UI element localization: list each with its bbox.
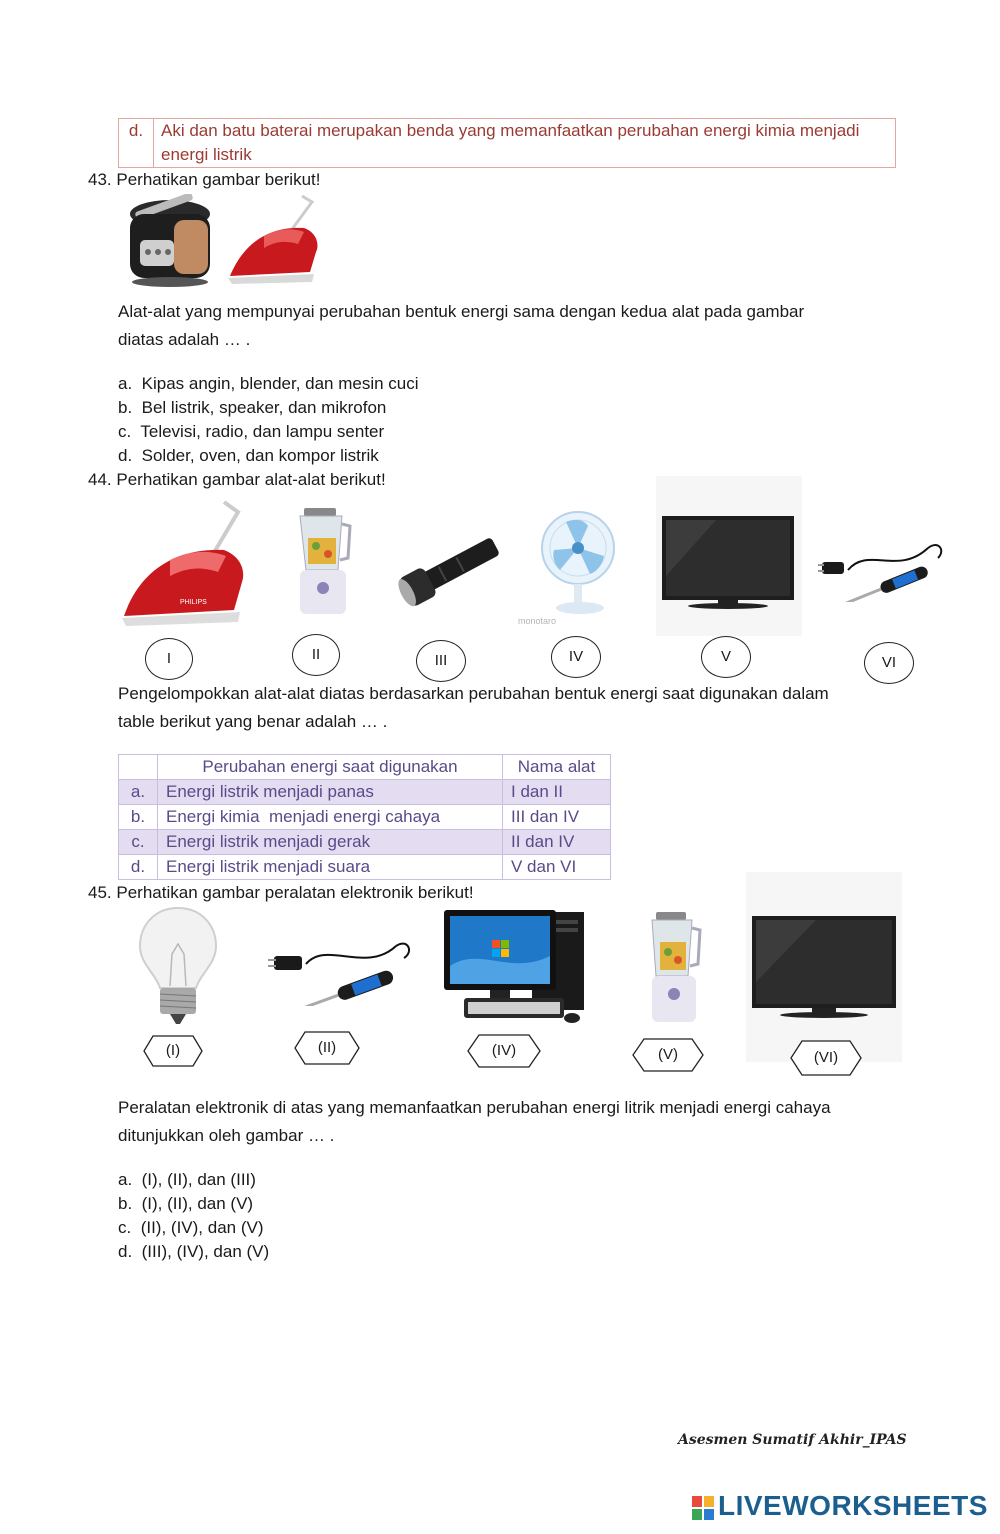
q45-option-c[interactable] — [118, 1216, 269, 1240]
option-text: (III), (IV), dan (V) — [141, 1242, 270, 1261]
option-label: d. — [118, 446, 133, 465]
q45-question-line2: ditunjukkan oleh gambar … . — [118, 1126, 335, 1145]
tv-image-2 — [746, 872, 902, 1062]
table-header-cell: Nama alat — [503, 755, 611, 780]
option-label: a. — [118, 374, 133, 393]
q43-option-c[interactable] — [118, 420, 419, 444]
tv-image — [656, 476, 802, 636]
table-header-row — [119, 755, 611, 780]
q45-heading — [88, 881, 474, 905]
liveworksheets-logo-icon — [692, 1496, 716, 1522]
option-text: Televisi, radio, dan lampu senter — [140, 422, 385, 441]
q43-question-line1: Alat-alat yang mempunyai perubahan bentuk energi sama dengan kedua alat pada gambar — [118, 302, 805, 321]
iron-image-small — [224, 192, 328, 288]
desktop-computer-image — [440, 906, 588, 1030]
liveworksheets-brand[interactable]: LIVEWORKSHEETS — [718, 1490, 988, 1521]
table-cell: c. — [119, 830, 158, 855]
table-header-cell — [119, 755, 158, 780]
fan-image — [518, 504, 618, 628]
q45-label-V-hexagon — [632, 1038, 704, 1072]
prev-option-text: Aki dan batu baterai merupakan benda yang memanfaatkan perubahan energi kimia menjadi energi listrik — [161, 121, 860, 164]
q45-question — [118, 1094, 831, 1150]
q45-label-IV-hexagon — [467, 1034, 541, 1068]
table-cell: I dan II — [503, 780, 611, 805]
q45-option-a[interactable] — [118, 1168, 269, 1192]
table-header-cell: Perubahan energi saat digunakan — [158, 755, 503, 780]
q43-option-d[interactable] — [118, 444, 419, 468]
table-cell: III dan IV — [503, 805, 611, 830]
q45-prompt: Perhatikan gambar peralatan elektronik berikut! — [116, 883, 474, 902]
table-row[interactable] — [119, 855, 611, 880]
q45-option-d[interactable] — [118, 1240, 269, 1264]
rice-cooker-image — [124, 194, 216, 290]
q43-heading — [88, 168, 320, 192]
table-cell: V dan VI — [503, 855, 611, 880]
blender-image — [290, 508, 360, 620]
q44-label-III: III — [416, 640, 466, 682]
table-cell: b. — [119, 805, 158, 830]
q45-label-I: (I) — [165, 1042, 181, 1059]
q44-heading — [88, 468, 386, 492]
q45-label-VI: (VI) — [813, 1049, 839, 1066]
watermark-text: monotaro — [518, 616, 557, 626]
q45-label-I-hexagon — [143, 1035, 203, 1067]
q45-label-II: (II) — [317, 1039, 337, 1056]
table-cell: Energi kimia menjadi energi cahaya — [158, 805, 503, 830]
prev-option-box — [118, 118, 896, 168]
iron-image — [120, 500, 256, 630]
q44-question — [118, 680, 829, 736]
q43-prompt: Perhatikan gambar berikut! — [116, 170, 321, 189]
soldering-iron-image-2 — [266, 934, 414, 1006]
q45-options — [118, 1168, 269, 1264]
option-text: (II), (IV), dan (V) — [140, 1218, 264, 1237]
q45-label-II-hexagon — [294, 1031, 360, 1065]
option-text: Kipas angin, blender, dan mesin cuci — [141, 374, 419, 393]
option-text: (I), (II), dan (III) — [141, 1170, 256, 1189]
q43-number: 43. — [88, 170, 112, 189]
q43-question-line2: diatas adalah … . — [118, 330, 251, 349]
blender-image-2 — [642, 912, 706, 1028]
table-cell: Energi listrik menjadi gerak — [158, 830, 503, 855]
footer-signature: Asesmen Sumatif Akhir_IPAS — [678, 1432, 907, 1448]
q44-label-IV: IV — [551, 636, 601, 678]
table-cell: II dan IV — [503, 830, 611, 855]
option-text: (I), (II), dan (V) — [141, 1194, 254, 1213]
light-bulb-image — [136, 904, 220, 1030]
option-label: b. — [118, 398, 133, 417]
option-label: a. — [118, 1170, 133, 1189]
q44-label-VI: VI — [864, 642, 914, 684]
table-cell: a. — [119, 780, 158, 805]
table-row[interactable] — [119, 830, 611, 855]
q43-option-b[interactable] — [118, 396, 419, 420]
soldering-iron-image — [818, 536, 948, 602]
option-label: d. — [118, 1242, 133, 1261]
q44-question-line1: Pengelompokkan alat-alat diatas berdasarkan perubahan bentuk energi saat digunakan dalam — [118, 684, 829, 703]
table-cell: Energi listrik menjadi panas — [158, 780, 503, 805]
table-row[interactable] — [119, 805, 611, 830]
q44-label-II: II — [292, 634, 340, 676]
q45-label-IV: (IV) — [491, 1042, 517, 1059]
option-text: Solder, oven, dan kompor listrik — [141, 446, 379, 465]
flashlight-image — [392, 526, 508, 616]
q44-label-V: V — [701, 636, 751, 678]
q45-label-V: (V) — [658, 1046, 678, 1063]
option-label: c. — [118, 422, 132, 441]
option-label: c. — [118, 1218, 132, 1237]
table-row[interactable] — [119, 780, 611, 805]
q44-prompt: Perhatikan gambar alat-alat berikut! — [116, 470, 386, 489]
option-text: Bel listrik, speaker, dan mikrofon — [141, 398, 387, 417]
q44-energy-table — [118, 754, 611, 880]
q45-number: 45. — [88, 883, 112, 902]
option-label: b. — [118, 1194, 133, 1213]
svg-text:PHILIPS: PHILIPS — [180, 599, 207, 606]
q45-label-VI-hexagon — [790, 1040, 862, 1076]
table-cell: Energi listrik menjadi suara — [158, 855, 503, 880]
q45-question-line1: Peralatan elektronik di atas yang memanfaatkan perubahan energi litrik menjadi energi cahaya — [118, 1098, 831, 1117]
q44-label-I: I — [145, 638, 193, 680]
prev-option-label: d. — [119, 119, 154, 167]
q45-option-b[interactable] — [118, 1192, 269, 1216]
table-cell: d. — [119, 855, 158, 880]
q43-options — [118, 372, 419, 468]
q43-question — [118, 298, 804, 354]
q44-number: 44. — [88, 470, 112, 489]
q44-question-line2: table berikut yang benar adalah … . — [118, 712, 388, 731]
q43-option-a[interactable] — [118, 372, 419, 396]
